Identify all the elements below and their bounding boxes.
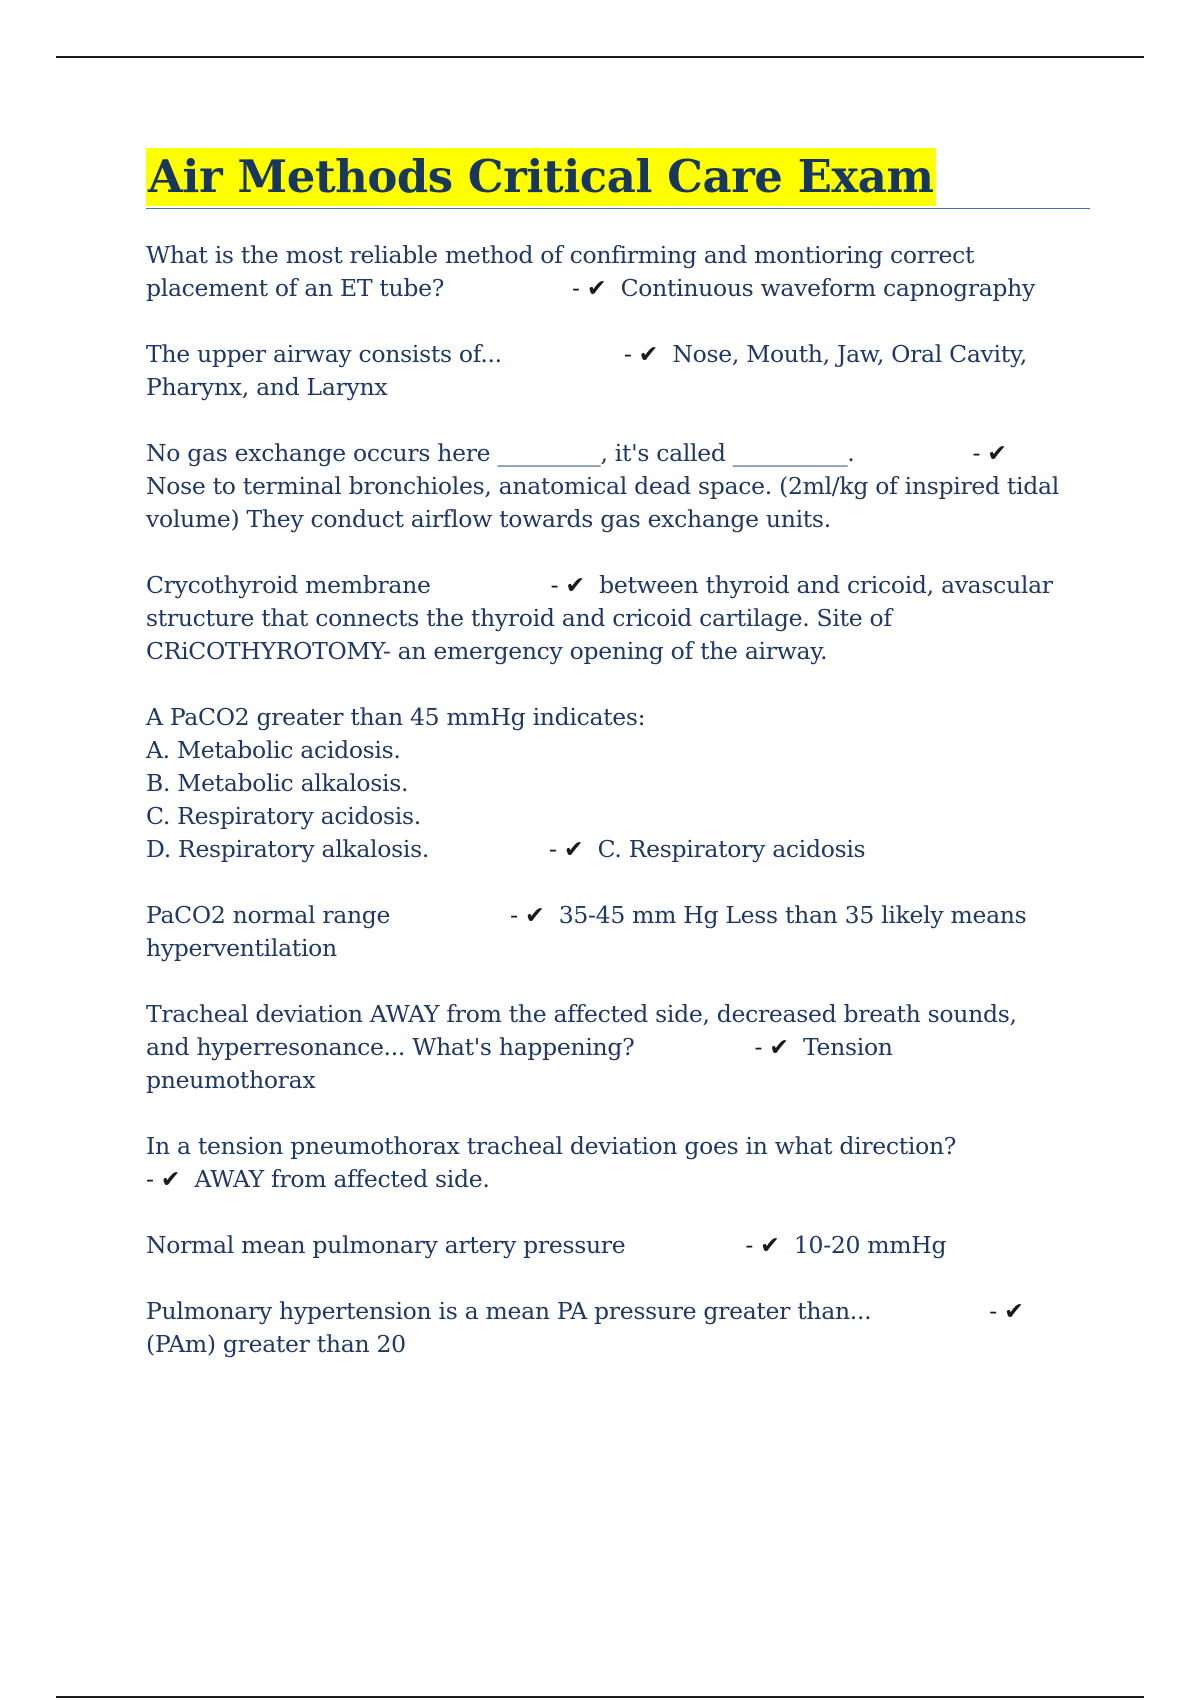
check-marker: - ✔ (572, 274, 607, 302)
answer-text: between thyroid and cricoid, avascular (599, 571, 1053, 599)
question-text: No gas exchange occurs here _________, it's called __________. (146, 439, 855, 467)
qa-item (146, 569, 1090, 668)
title-block (146, 148, 1090, 209)
answer-text: 10-20 mmHg (793, 1231, 947, 1259)
question-text: placement of an ET tube? (146, 274, 445, 302)
check-marker: - ✔ (754, 1033, 789, 1061)
answer-option: A. Metabolic acidosis. (146, 736, 401, 764)
answer-text: hyperventilation (146, 934, 337, 962)
question-text: PaCO2 normal range (146, 901, 391, 929)
check-marker: - ✔ (549, 835, 584, 863)
answer-text: 35-45 mm Hg Less than 35 likely means (558, 901, 1027, 929)
qa-item (146, 701, 1090, 866)
answer-text: AWAY from affected side. (194, 1165, 490, 1193)
answer-text: (PAm) greater than 20 (146, 1330, 406, 1358)
answer-option: B. Metabolic alkalosis. (146, 769, 409, 797)
check-marker: - ✔ (972, 439, 1007, 467)
question-text: What is the most reliable method of confirming and montioring correct (146, 241, 975, 269)
answer-option: D. Respiratory alkalosis. (146, 835, 430, 863)
answer-text: CRiCOTHYROTOMY- an emergency opening of the airway. (146, 637, 828, 665)
top-rule (56, 56, 1144, 58)
qa-item (146, 338, 1090, 404)
answer-text: structure that connects the thyroid and cricoid cartilage. Site of (146, 604, 892, 632)
document-title: Air Methods Critical Care Exam (146, 148, 936, 206)
question-text: and hyperresonance... What's happening? (146, 1033, 635, 1061)
qa-item (146, 1295, 1090, 1361)
check-marker: - ✔ (623, 340, 659, 368)
check-marker: - ✔ (745, 1231, 780, 1259)
question-text: Crycothyroid membrane (146, 571, 431, 599)
question-text: The upper airway consists of... (146, 340, 502, 368)
answer-text: C. Respiratory acidosis (597, 835, 866, 863)
question-text: In a tension pneumothorax tracheal deviation goes in what direction? (146, 1132, 957, 1160)
qa-item (146, 1130, 1090, 1196)
answer-text: Continuous waveform capnography (620, 274, 1035, 302)
qa-item (146, 1229, 1090, 1262)
qa-item (146, 998, 1090, 1097)
answer-text: Nose, Mouth, Jaw, Oral Cavity, (672, 340, 1027, 368)
question-text: A PaCO2 greater than 45 mmHg indicates: (146, 703, 646, 731)
question-text: Pulmonary hypertension is a mean PA pressure greater than... (146, 1297, 872, 1325)
answer-text: Nose to terminal bronchioles, anatomical dead space. (2ml/kg of inspired tidal (146, 472, 1059, 500)
answer-text: pneumothorax (146, 1066, 316, 1094)
qa-item (146, 437, 1090, 536)
check-marker: - ✔ (146, 1165, 181, 1193)
answer-text: Tension (802, 1033, 893, 1061)
question-text: Normal mean pulmonary artery pressure (146, 1231, 626, 1259)
answer-option: C. Respiratory acidosis. (146, 802, 421, 830)
bottom-rule (56, 1696, 1144, 1698)
question-text: Tracheal deviation AWAY from the affected side, decreased breath sounds, (146, 1000, 1017, 1028)
check-marker: - ✔ (510, 901, 545, 929)
document-body (146, 148, 1090, 1394)
check-marker: - ✔ (550, 571, 585, 599)
answer-text: Pharynx, and Larynx (146, 373, 388, 401)
qa-item (146, 899, 1090, 965)
qa-item (146, 239, 1090, 305)
check-marker: - ✔ (989, 1297, 1024, 1325)
answer-text: volume) They conduct airflow towards gas exchange units. (146, 505, 831, 533)
